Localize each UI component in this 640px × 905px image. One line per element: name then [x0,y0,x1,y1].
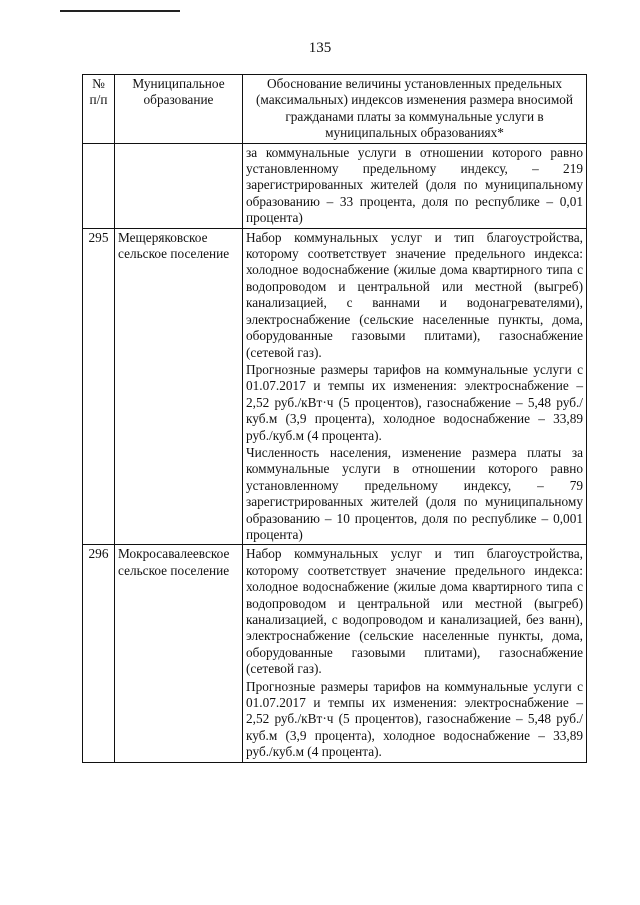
justification-paragraph: Набор коммунальных услуг и тип благоустройства, которому соответствует значение предельного индекса: холодное водоснабжение (жилые дома квартирного типа с водопроводом и центральной или местной (выгреб) канализацией, с ваннами и водонагревателями), электроснабжение (сельские населенные пункты, дома, оборудованные газовыми плитами), газоснабжение (сетевой газ). [246,229,583,360]
header-justification: Обоснование величины установленных предельных (максимальных) индексов изменения размера вносимой гражданами платы за коммунальные услуги в муниципальных образованиях* [243,75,587,144]
justification-paragraph: за коммунальные услуги в отношении которого равно установленному предельному индексу, – 219 зарегистрированных жителей (доля по муниципальному образованию – 33 процента, доля по республике – 0,01 процента) [246,144,583,226]
table-row [83,228,587,545]
justification-paragraph: Численность населения, изменение размера платы за коммунальные услуги в отношении которого равно установленному предельному индексу, – 79 зарегистрированных жителей (доля по муниципальному образованию – 10 процентов, доля по республике – 0,001 процента) [246,444,583,542]
justification-table [82,74,587,763]
header-number: № п/п [83,75,115,144]
row-justification [243,545,587,762]
row-number [83,143,115,228]
row-number: 295 [83,228,115,545]
row-municipality: Мокросавалеевское сельское поселение [115,545,243,762]
table-row [83,143,587,228]
justification-paragraph: Прогнозные размеры тарифов на коммунальные услуги с 01.07.2017 и темпы их изменения: электроснабжение – 2,52 руб./кВт·ч (5 процентов), газоснабжение – 5,48 руб./куб.м (3,9 процента), холодное водоснабжение – 33,89 руб./куб.м (4 процента). [246,361,583,443]
page-number: 135 [308,40,332,56]
row-justification [243,143,587,228]
row-municipality [115,143,243,228]
row-number: 296 [83,545,115,762]
row-municipality: Мещеряковское сельское поселение [115,228,243,545]
justification-paragraph: Прогнозные размеры тарифов на коммунальные услуги с 01.07.2017 и темпы их изменения: электроснабжение – 2,52 руб./кВт·ч (5 процентов), газоснабжение – 5,48 руб./куб.м (3,9 процента), холодное водоснабжение – 33,89 руб./куб.м (4 процента). [246,678,583,760]
header-municipality: Муниципальное образование [115,75,243,144]
row-justification [243,228,587,545]
table-row [83,545,587,762]
table-header-row [83,75,587,144]
justification-paragraph: Набор коммунальных услуг и тип благоустройства, которому соответствует значение предельного индекса: холодное водоснабжение (жилые дома квартирного типа с водопроводом и центральной или местной (выгреб) канализацией, с водопроводом и канализацией, без ванн), электроснабжение (сельские населенные пункты, дома, оборудованные газовыми плитами), газоснабжение (сетевой газ). [246,546,583,677]
top-rule [60,10,180,12]
